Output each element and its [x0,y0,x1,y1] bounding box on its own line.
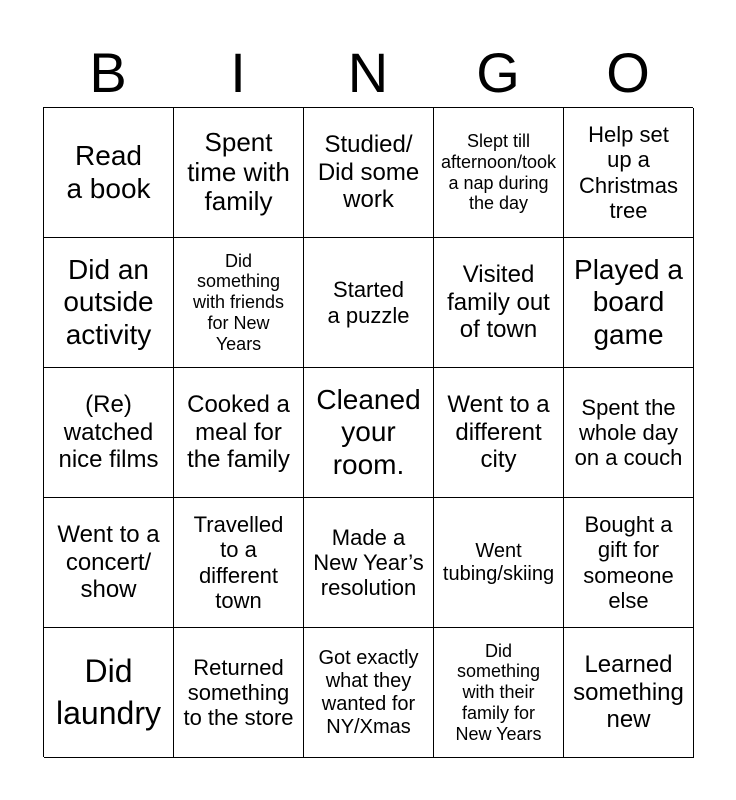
cell-text: Bought a gift for someone else [583,511,674,613]
bingo-cell[interactable] [174,498,304,628]
bingo-cell[interactable] [174,108,304,238]
cell-text: Did something with their family for New Years [455,640,542,744]
bingo-cell[interactable] [434,108,564,238]
header-letter-b: B [89,41,127,104]
bingo-header [43,42,693,104]
bingo-cell[interactable] [434,498,564,628]
bingo-cell[interactable] [564,108,694,238]
cell-text: Went to a different city [447,391,550,474]
cell-text: Went to a concert/ show [57,521,160,604]
cell-text: Visited family out of town [447,261,550,344]
cell-text: Started a puzzle [327,277,410,328]
bingo-cell[interactable] [304,498,434,628]
header-letter-i: I [230,41,246,104]
bingo-cell[interactable] [174,238,304,368]
cell-text: Did an outside activity [63,254,154,350]
bingo-cell[interactable] [44,498,174,628]
cell-text: Spent the whole day on a couch [574,394,683,471]
bingo-cell[interactable] [174,368,304,498]
bingo-cell[interactable] [564,368,694,498]
bingo-board [43,107,693,757]
cell-text: Made a New Year’s resolution [313,524,424,601]
cell-text: Played a board game [574,254,683,350]
cell-text: Travelled to a different town [193,511,284,613]
bingo-cell[interactable] [434,628,564,758]
cell-text: Did something with friends for New Years [192,250,285,354]
header-letter-o: O [606,41,650,104]
bingo-cell[interactable] [174,628,304,758]
bingo-cell[interactable] [564,628,694,758]
cell-text: Went tubing/skiing [442,539,555,585]
cell-text: Learned something new [573,651,684,734]
bingo-cell[interactable] [44,368,174,498]
cell-text: Cooked a meal for the family [187,391,290,474]
bingo-cell[interactable] [44,628,174,758]
bingo-cell[interactable] [564,498,694,628]
cell-text: Help set up a Christmas tree [578,121,678,223]
cell-text: Got exactly what they wanted for NY/Xmas [318,646,419,738]
bingo-cell[interactable] [304,108,434,238]
header-letter-n: N [347,41,389,104]
bingo-cell[interactable] [304,238,434,368]
cell-text: Did laundry [56,652,161,731]
cell-text: Studied/ Did some work [317,131,420,214]
bingo-cell[interactable] [434,238,564,368]
cell-text: Returned something to the store [183,654,294,731]
bingo-cell[interactable] [564,238,694,368]
cell-text: Slept till afternoon/took a nap during the day [440,131,557,214]
bingo-cell[interactable] [434,368,564,498]
bingo-cell[interactable] [304,628,434,758]
cell-text: (Re) watched nice films [58,391,159,474]
cell-text: Cleaned your room. [316,384,421,480]
bingo-cell[interactable] [44,238,174,368]
header-letter-g: G [476,41,520,104]
cell-text: Spent time with family [187,126,290,217]
bingo-cell[interactable] [44,108,174,238]
bingo-cell[interactable] [304,368,434,498]
cell-text: Read a book [66,140,151,204]
